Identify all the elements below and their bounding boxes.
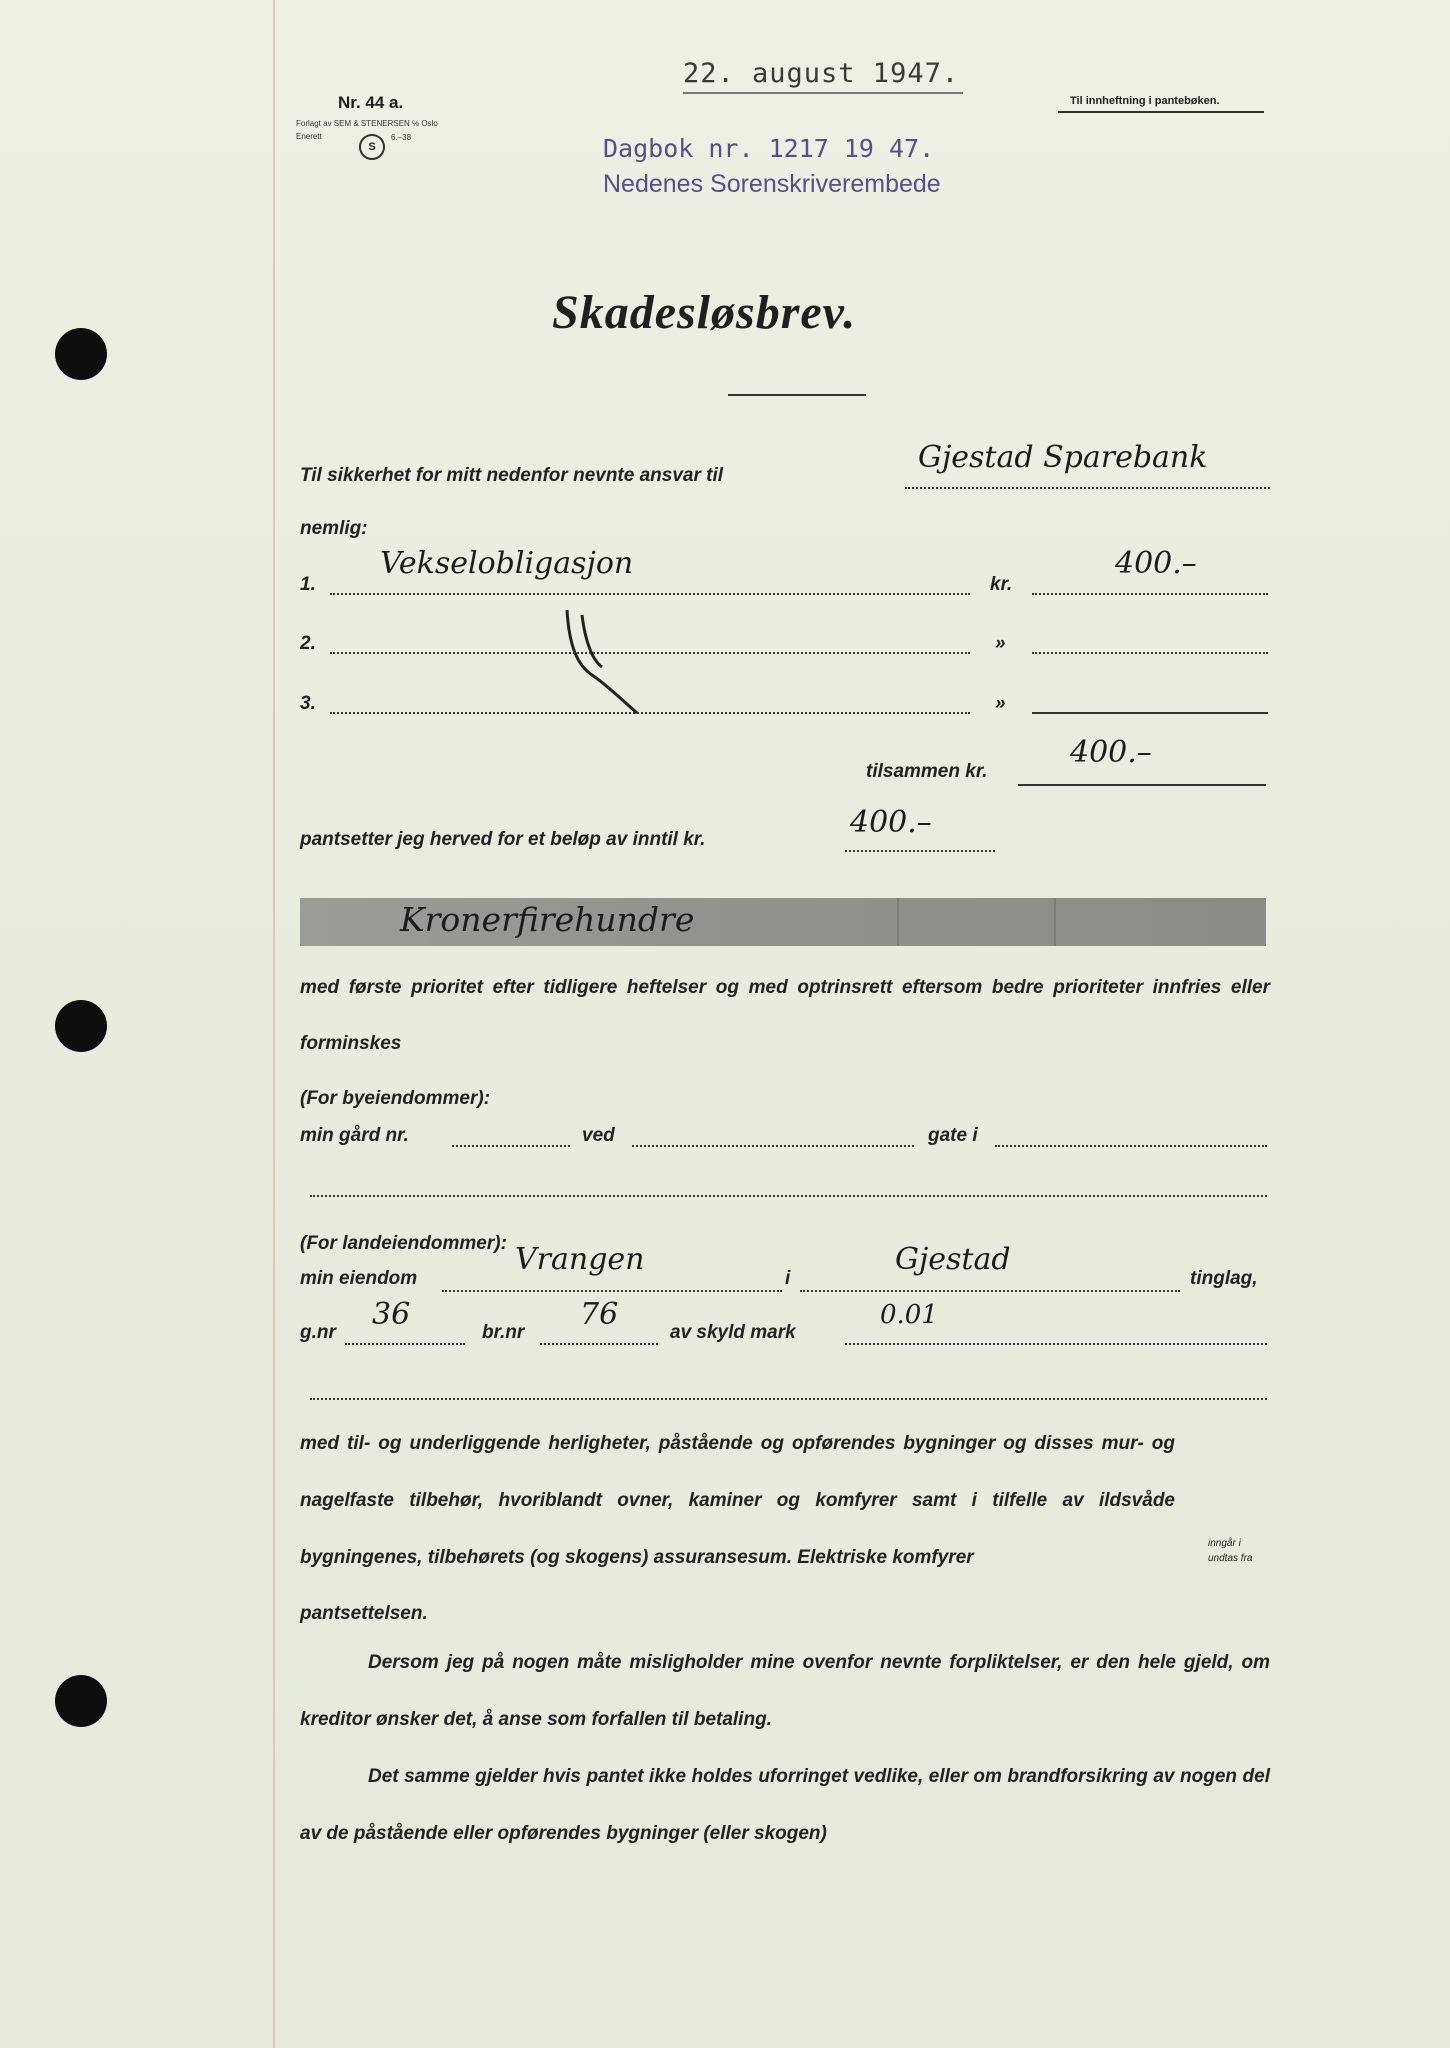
security-label: Til sikkerhet for mitt nedenfor nevnte ansvar til [300,465,724,486]
publisher-date: 6.–38 [391,133,412,142]
land-i-label: i [785,1268,791,1289]
strike-through-mark [547,605,647,715]
punch-hole-top [55,328,107,380]
brnr-line [540,1343,658,1345]
publisher-line1: Forlagt av SEM & STENERSEN ℅ Oslo [296,119,438,128]
land-heading: (For landeiendommer): [300,1233,507,1254]
publisher-logo: S [359,134,385,160]
item1-desc-line [330,593,970,595]
title-rule [728,394,866,396]
land-eiendom-label: min eiendom [300,1268,418,1289]
item1-amount-line [1032,593,1268,595]
city-gate-label: gate i [928,1125,978,1146]
total-value: 400.– [1070,735,1152,770]
paragraph1-text: med til- og underliggende herligheter, påstående og opførendes bygninger og disses mur- og nagelfaste tilbehør, hvoriblandt ovner, kaminer og komfyrer samt i tilfelle av ildsvåde bygningenes, tilbehørets (og skogens) assuransesum. Elektriske komfyrer [300,1433,1175,1568]
priority-text: med første prioritet efter tidligere heftelser og med optrinsrett eftersom bedre prioriteter innfries eller forminskes [300,977,1270,1054]
item2-desc-line [330,652,970,654]
note-inngar: inngår i [1208,1538,1241,1549]
city-ved-label: ved [582,1125,615,1146]
paragraph3-text: Det samme gjelder hvis pantet ikke holdes uforringet vedlike, eller om brandforsikring av nogen del av de påstående eller opførendes bygninger (eller skogen) [300,1766,1270,1844]
publisher-line2: Enerett [296,132,322,141]
city-heading: (For byeiendommer): [300,1088,491,1109]
item1-unit: kr. [990,574,1013,595]
item1-desc: Vekselobligasjon [380,546,634,581]
item3-number: 3. [300,693,316,714]
land-i-value: Gjestad [895,1242,1011,1277]
stamp-underline [683,92,963,94]
gnr-label: g.nr [300,1322,336,1343]
land-eiendom-line [442,1290,782,1292]
item2-unit: » [995,633,1006,654]
document-title: Skadesløsbrev. [552,286,857,339]
punch-hole-bottom [55,1675,107,1727]
land-i-line [800,1290,1180,1292]
item2-amount-line [1032,652,1268,654]
stamp-date: 22. august 1947. [683,58,960,89]
land-tinglag-label: tinglag, [1190,1268,1258,1289]
attach-note-underline [1058,111,1264,113]
note-undtas: undtas fra [1208,1553,1253,1564]
item3-amount-line [1032,712,1268,714]
land-eiendom-value: Vrangen [515,1242,645,1277]
band-divider-2 [1054,898,1056,946]
attach-note: Til innheftning i pantebøken. [1070,95,1220,107]
office-stamp: Nedenes Sorenskriverembede [603,170,941,198]
city-gard-line [452,1145,570,1147]
land-extra-line [310,1398,1267,1400]
brnr-value: 76 [580,1297,619,1332]
skyld-value: 0.01 [880,1300,938,1330]
form-number: Nr. 44 a. [338,93,404,112]
pledge-line [845,850,995,852]
city-gate-line [995,1145,1267,1147]
margin-rule [273,0,275,2048]
item1-amount: 400.– [1115,546,1197,581]
total-line [1018,784,1266,786]
city-gard-label: min gård nr. [300,1125,409,1146]
gnr-value: 36 [372,1297,411,1332]
item2-number: 2. [300,633,316,654]
paragraph1-end: pantsettelsen. [300,1603,428,1624]
total-label: tilsammen kr. [866,761,988,782]
skyld-label: av skyld mark [670,1322,796,1343]
skyld-line [845,1343,1267,1345]
pledge-label: pantsetter jeg herved for et beløp av inntil kr. [300,829,706,850]
security-line [905,487,1270,489]
amount-in-words: Kronerfirehundre [400,900,695,939]
dagbok-stamp: Dagbok nr. 1217 19 47. [603,134,935,163]
security-value: Gjestad Sparebank [918,440,1208,475]
paragraph2-text: Dersom jeg på nogen måte misligholder mine ovenfor nevnte forpliktelser, er den hele gjeld, om kreditor ønsker det, å anse som forfallen til betaling. [300,1652,1270,1730]
city-ved-line [632,1145,914,1147]
item3-unit: » [995,693,1006,714]
band-divider-1 [897,898,899,946]
brnr-label: br.nr [482,1322,525,1343]
gnr-line [345,1343,465,1345]
nemlig-label: nemlig: [300,518,368,539]
punch-hole-middle [55,1000,107,1052]
city-extra-line [310,1195,1267,1197]
item3-desc-line [330,712,970,714]
item1-number: 1. [300,574,316,595]
pledge-value: 400.– [850,805,932,840]
